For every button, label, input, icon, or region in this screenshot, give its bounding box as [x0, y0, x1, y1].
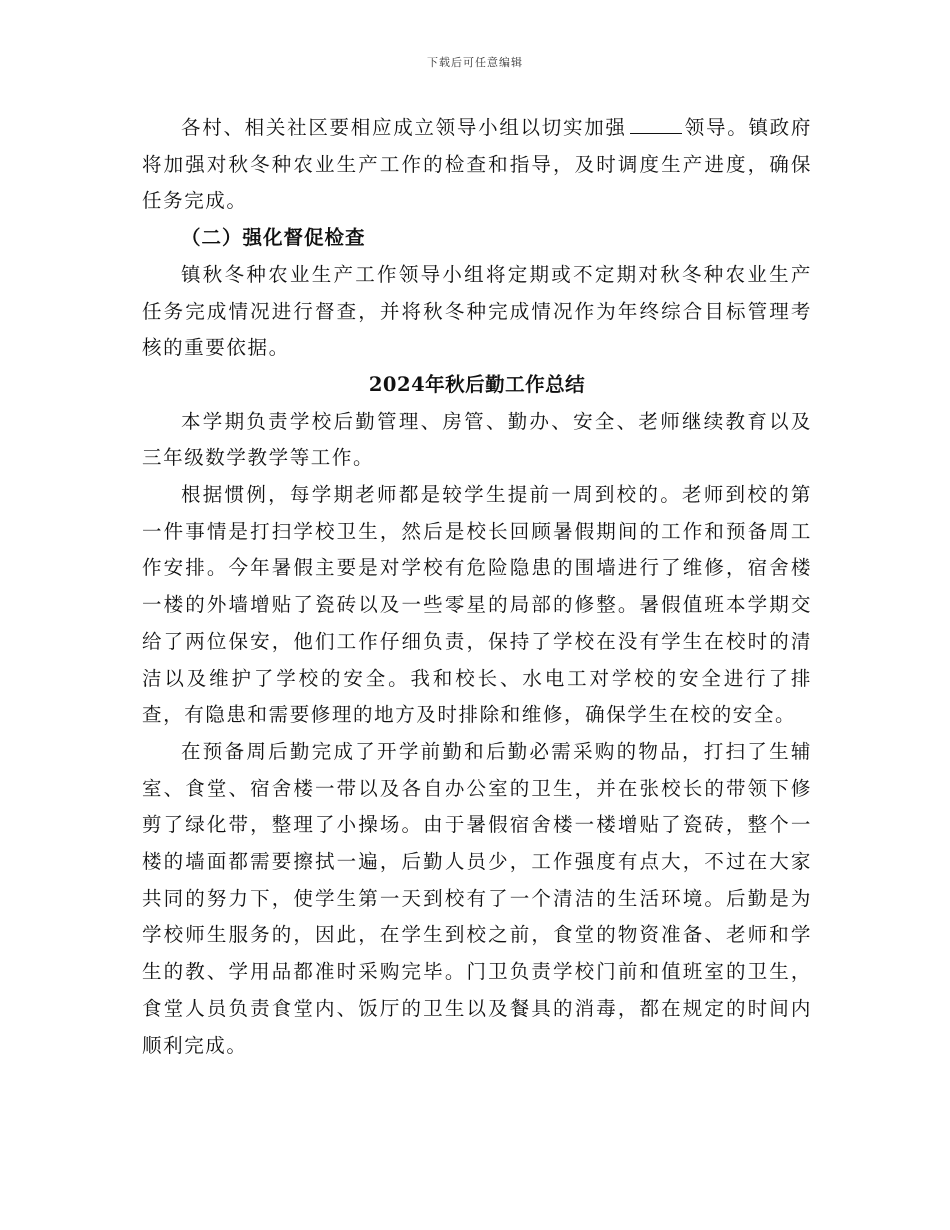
- paragraph-leadership: [142, 110, 812, 220]
- paragraph-supervision: 镇秋冬种农业生产工作领导小组将定期或不定期对秋冬种农业生产任务完成情况进行督查，并将秋冬种完成情况作为年终综合目标管理考核的重要依据。: [142, 262, 812, 360]
- paragraph-preparation-week: 在预备周后勤完成了开学前勤和后勤必需采购的物品，打扫了生辅室、食堂、宿舍楼一带以及各自办公室的卫生，并在张校长的带领下修剪了绿化带，整理了小操场。由于暑假宿舍楼一楼增贴了瓷砖，整个一楼的墙面都需要擦拭一遍，后勤人员少，工作强度有点大，不过在大家共同的努力下，使学生第一天到校有了一个清洁的生活环境。后勤是为学校师生服务的，因此，在学生到校之前，食堂的物资准备、老师和学生的教、学用品都准时采购完毕。门卫负责学校门前和值班室的卫生，食堂人员负责食堂内、饭厅的卫生以及餐具的消毒，都在规定的时间内顺利完成。: [142, 739, 812, 1057]
- document-title: 2024年秋后勤工作总结: [368, 372, 586, 396]
- subheading-supervision: （二）强化督促检查: [181, 226, 366, 250]
- fill-in-blank: [630, 113, 682, 134]
- page-header: 下载后可任意编辑: [427, 56, 523, 69]
- paragraph-summer-work: 根据惯例，每学期老师都是较学生提前一周到校的。老师到校的第一件事情是打扫学校卫生，然后是校长回顾暑假期间的工作和预备周工作安排。今年暑假主要是对学校有危险隐患的围墙进行了维修，宿舍楼一楼的外墙增贴了瓷砖以及一些零星的局部的修整。暑假值班本学期交给了两位保安，他们工作仔细负责，保持了学校在没有学生在校时的清洁以及维护了学校的安全。我和校长、水电工对学校的安全进行了排查，有隐患和需要修理的地方及时排除和维修，确保学生在校的安全。: [142, 483, 812, 727]
- paragraph-duties: 本学期负责学校后勤管理、房管、勤办、安全、老师继续教育以及三年级数学教学等工作。: [142, 409, 812, 470]
- paragraph-leadership-part2: 领导。镇政府将加强对秋冬种农业生产工作的检查和指导，及时调度生产进度，确保任务完成。: [142, 116, 812, 213]
- document-body: [142, 110, 812, 1064]
- paragraph-leadership-part1: 各村、相关社区要相应成立领导小组以切实加强: [181, 116, 627, 139]
